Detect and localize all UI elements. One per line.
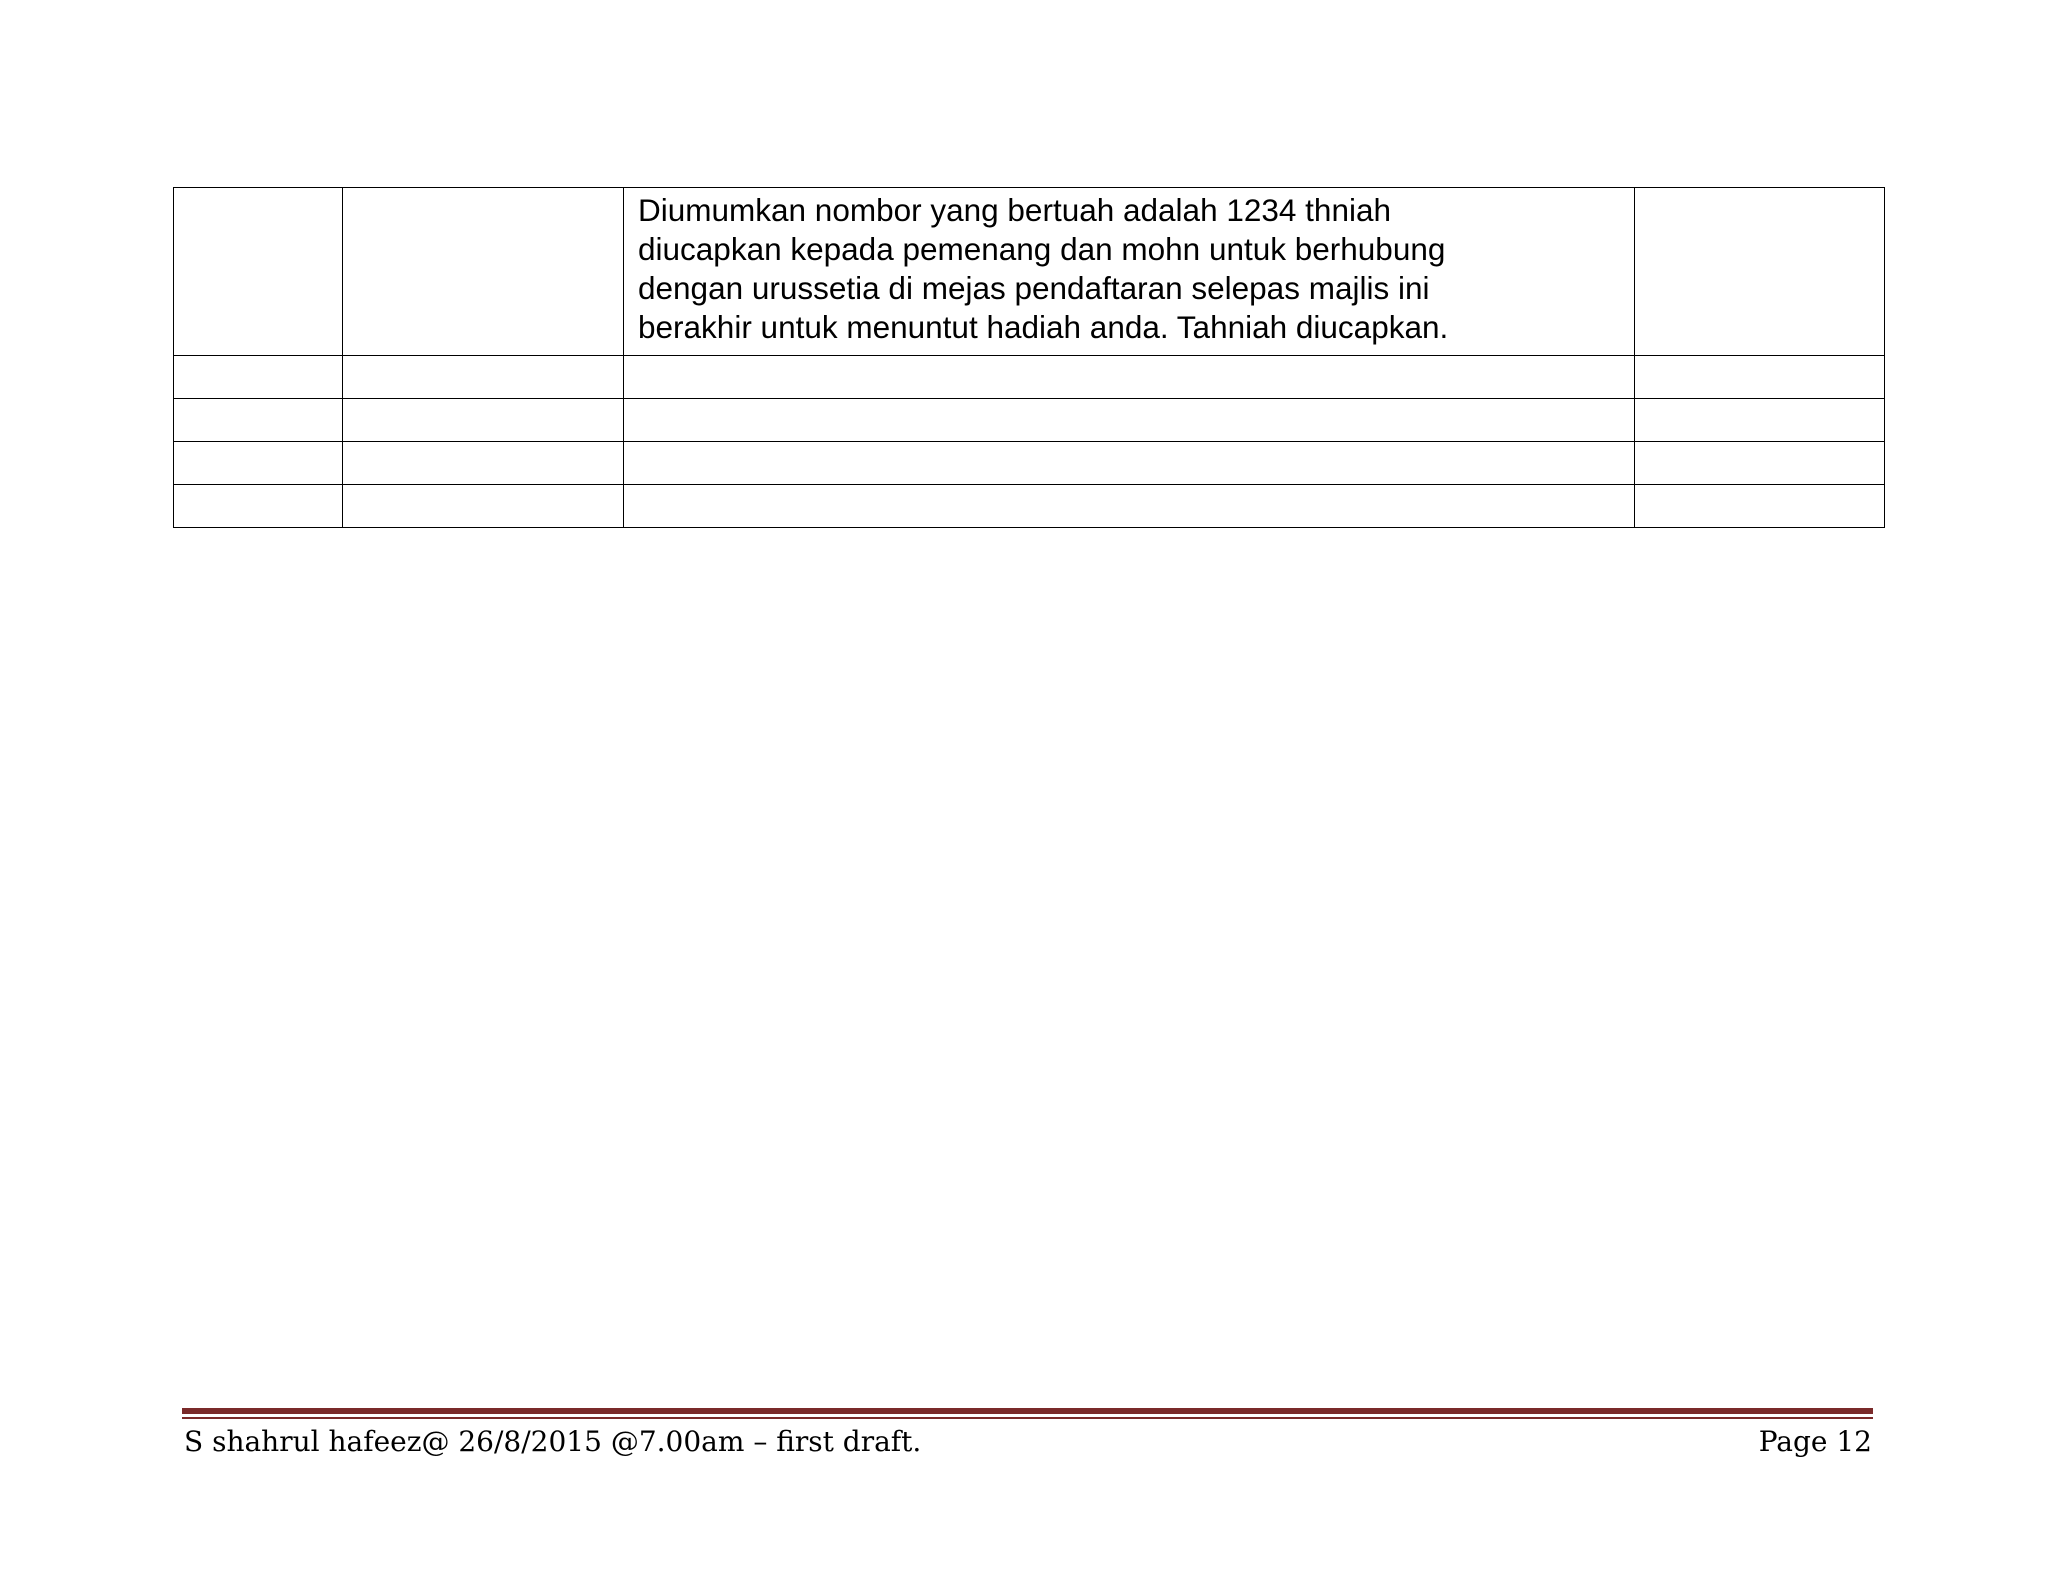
- page-number: Page 12: [1758, 1425, 1872, 1458]
- footer-author-note: S shahrul hafeez@ 26/8/2015 @7.00am – first draft.: [184, 1425, 922, 1458]
- announcement-cell: [624, 188, 1635, 356]
- table-row: [174, 188, 1885, 356]
- footer-divider-thin: [182, 1417, 1873, 1419]
- table-cell: [1635, 485, 1885, 528]
- table-cell: [343, 399, 624, 442]
- table-cell: [1635, 356, 1885, 399]
- schedule-table: [173, 187, 1885, 528]
- table-cell: [174, 485, 343, 528]
- table-cell: [624, 485, 1635, 528]
- table-cell: [343, 188, 624, 356]
- table-cell: [624, 356, 1635, 399]
- table-row: [174, 356, 1885, 399]
- table-cell: [174, 356, 343, 399]
- table-cell: [1635, 188, 1885, 356]
- table-cell: [1635, 399, 1885, 442]
- table-cell: [343, 442, 624, 485]
- table-row: [174, 442, 1885, 485]
- table-cell: [624, 442, 1635, 485]
- table-cell: [1635, 442, 1885, 485]
- table-cell: [624, 399, 1635, 442]
- table-row: [174, 399, 1885, 442]
- table-cell: [343, 485, 624, 528]
- table-row: [174, 485, 1885, 528]
- table-cell: [174, 188, 343, 356]
- table-cell: [174, 442, 343, 485]
- footer-divider-thick: [182, 1408, 1873, 1414]
- table-cell: [343, 356, 624, 399]
- table-cell: [174, 399, 343, 442]
- announcement-text: Diumumkan nombor yang bertuah adalah 1234 thniah diucapkan kepada pemenang dan mohn untuk berhubung dengan urussetia di mejas pendaftaran selepas majlis ini berakhir untuk menuntut hadiah anda. Tahniah diucapkan.: [638, 192, 1449, 345]
